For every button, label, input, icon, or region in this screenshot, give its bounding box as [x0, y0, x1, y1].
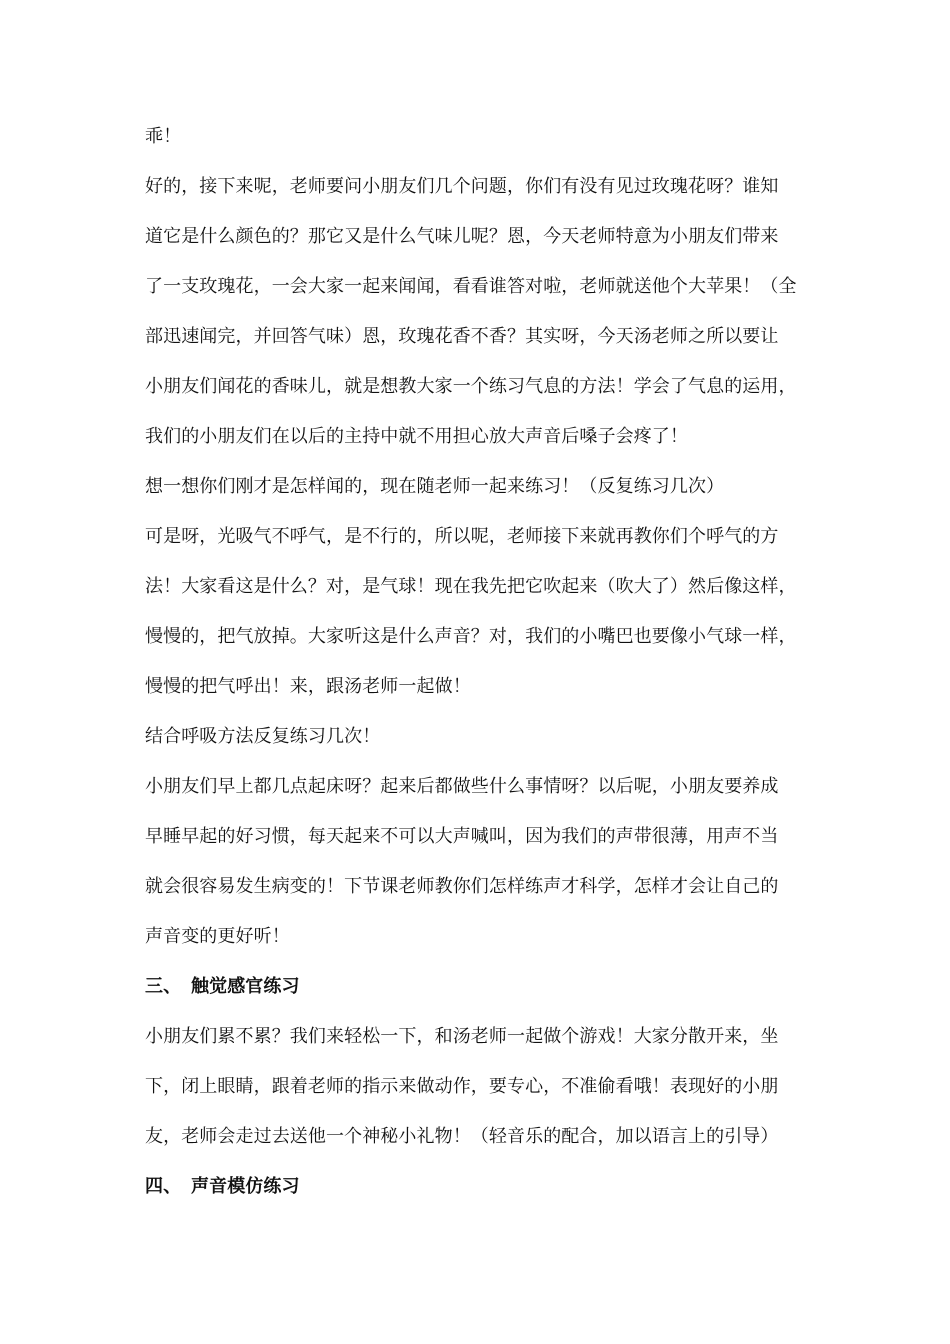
- section-number: 四、: [145, 1176, 182, 1197]
- paragraph-line: 部迅速闻完，并回答气味）恩，玫瑰花香不香？其实呀，今天汤老师之所以要让: [145, 326, 779, 347]
- paragraph-line: 慢慢的，把气放掉。大家听这是什么声音？对，我们的小嘴巴也要像小气球一样，: [145, 626, 797, 647]
- paragraph-line: 下，闭上眼睛，跟着老师的指示来做动作，要专心，不准偷看哦！表现好的小朋: [145, 1076, 779, 1097]
- section-heading-3: [145, 968, 813, 1018]
- paragraph-line: 就会很容易发生病变的！下节课老师教你们怎样练声才科学，怎样才会让自己的: [145, 876, 779, 897]
- paragraph-line: 小朋友们早上都几点起床呀？起来后都做些什么事情呀？以后呢，小朋友要养成: [145, 776, 779, 797]
- paragraph-line: 道它是什么颜色的？那它又是什么气味儿呢？恩，今天老师特意为小朋友们带来: [145, 226, 779, 247]
- paragraph-line: 友，老师会走过去送他一个神秘小礼物！（轻音乐的配合，加以语言上的引导）: [145, 1126, 779, 1147]
- paragraph-line: 了一支玫瑰花，一会大家一起来闻闻，看看谁答对啦，老师就送他个大苹果！（全: [145, 276, 797, 297]
- section-number: 三、: [145, 976, 182, 997]
- paragraph-line: 想一想你们刚才是怎样闻的，现在随老师一起来练习！（反复练习几次）: [145, 476, 725, 497]
- paragraph-line: 小朋友们闻花的香味儿，就是想教大家一个练习气息的方法！学会了气息的运用，: [145, 376, 797, 397]
- paragraph-line: 可是呀，光吸气不呼气，是不行的，所以呢，老师接下来就再教你们个呼气的方: [145, 526, 779, 547]
- section-title: 声音模仿练习: [191, 1176, 300, 1197]
- paragraph-line: 慢慢的把气呼出！来，跟汤老师一起做！: [145, 676, 471, 697]
- paragraph-line: 乖！: [145, 126, 182, 147]
- paragraph-line: 我们的小朋友们在以后的主持中就不用担心放大声音后嗓子会疼了！: [145, 426, 688, 447]
- paragraph-line: 结合呼吸方法反复练习几次！: [145, 726, 381, 747]
- paragraph-line: 声音变的更好听！: [145, 926, 290, 947]
- paragraph-line: 小朋友们累不累？我们来轻松一下，和汤老师一起做个游戏！大家分散开来，坐: [145, 1026, 779, 1047]
- paragraph-line: 好的，接下来呢，老师要问小朋友们几个问题，你们有没有见过玫瑰花呀？谁知: [145, 176, 779, 197]
- document-body: [145, 118, 813, 1218]
- section-title: 触觉感官练习: [191, 976, 300, 997]
- paragraph-line: 法！大家看这是什么？对，是气球！现在我先把它吹起来（吹大了）然后像这样，: [145, 576, 797, 597]
- paragraph-line: 早睡早起的好习惯，每天起来不可以大声喊叫，因为我们的声带很薄，用声不当: [145, 826, 779, 847]
- section-heading-4: [145, 1168, 813, 1218]
